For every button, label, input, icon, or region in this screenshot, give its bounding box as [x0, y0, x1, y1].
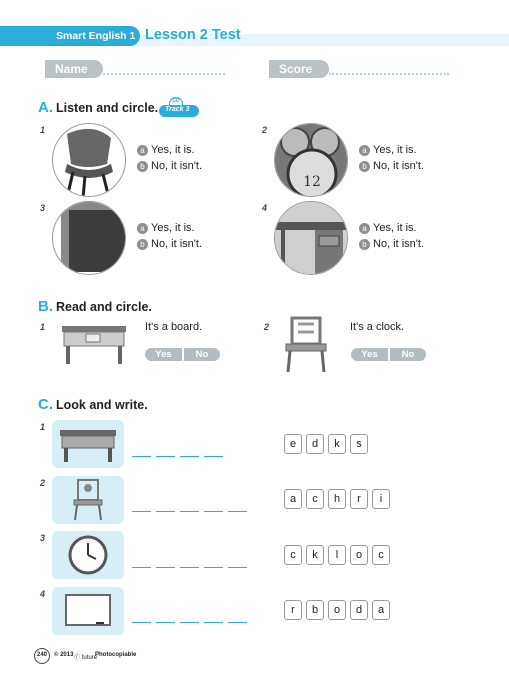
a-item-1-number: 1	[40, 125, 46, 135]
name-label: Name	[45, 60, 103, 78]
letter-tile: r	[284, 600, 302, 620]
section-b-heading	[38, 298, 152, 315]
option-text: Yes, it is.	[373, 222, 417, 234]
c-item-2-number: 2	[40, 478, 46, 488]
letter-tile: l	[328, 545, 346, 565]
whiteboard-icon	[52, 587, 124, 635]
b-item-2-number: 2	[264, 322, 270, 332]
c-item-3-letters	[284, 545, 394, 565]
a-item-1-option-b[interactable]	[137, 160, 202, 172]
option-text: No, it isn't.	[373, 160, 425, 172]
option-b-icon: b	[359, 239, 370, 250]
cd-icon: CD	[169, 97, 183, 107]
svg-text:12: 12	[303, 174, 321, 190]
option-text: Yes, it is.	[151, 222, 195, 234]
letter-tile: d	[350, 600, 368, 620]
option-text: No, it isn't.	[151, 238, 203, 250]
section-a-heading	[38, 99, 158, 116]
cd-track-label: Track	[165, 106, 184, 113]
a-item-4-option-b[interactable]	[359, 238, 424, 250]
series-title: Smart English 1	[56, 30, 136, 42]
alarm-clock-icon	[274, 123, 348, 197]
clock-icon	[52, 531, 124, 579]
section-b-title: Read and circle.	[56, 300, 152, 314]
option-a-icon: a	[359, 223, 370, 234]
c-item-1-answer-field[interactable]	[132, 456, 226, 457]
desk-icon	[274, 201, 348, 275]
option-b-icon: b	[137, 161, 148, 172]
letter-tile: a	[284, 489, 302, 509]
c-item-3-number: 3	[40, 533, 46, 543]
b-item-1-sentence: It's a board.	[145, 321, 203, 333]
chair-icon	[52, 476, 124, 524]
option-text: No, it isn't.	[151, 160, 203, 172]
a-item-2-number: 2	[262, 125, 268, 135]
c-item-4-letters	[284, 600, 394, 620]
chair-icon	[278, 316, 334, 372]
a-item-2-option-b[interactable]	[359, 160, 424, 172]
section-b-letter: B.	[38, 298, 53, 315]
option-b-icon: b	[359, 161, 370, 172]
section-c-title: Look and write.	[56, 398, 148, 412]
a-item-3-option-b[interactable]	[137, 238, 202, 250]
b-item-1-number: 1	[40, 322, 46, 332]
c-item-2-letters	[284, 489, 394, 509]
section-c-heading	[38, 396, 148, 413]
name-field[interactable]	[103, 73, 225, 75]
letter-tile: c	[284, 545, 302, 565]
a-item-3-number: 3	[40, 203, 46, 213]
letter-tile: c	[372, 545, 390, 565]
option-a-icon: a	[359, 145, 370, 156]
b-item-2-no-button[interactable]: No	[390, 348, 426, 361]
b-item-1-yes-button[interactable]: Yes	[145, 348, 182, 361]
b-item-2-yes-button[interactable]: Yes	[351, 348, 388, 361]
chair-icon	[52, 123, 126, 197]
score-field[interactable]	[329, 73, 449, 75]
publisher-logo: ⓕ future	[74, 655, 98, 661]
b-item-1-no-button[interactable]: No	[184, 348, 220, 361]
c-item-4-answer-field[interactable]	[132, 622, 250, 623]
a-item-4-option-a[interactable]	[359, 222, 417, 234]
c-item-1-letters	[284, 434, 372, 454]
a-item-2-option-a[interactable]	[359, 144, 417, 156]
b-item-2-sentence: It's a clock.	[350, 321, 405, 333]
letter-tile: k	[306, 545, 324, 565]
c-item-4-number: 4	[40, 589, 46, 599]
letter-tile: a	[372, 600, 390, 620]
cd-track-number: 3	[185, 106, 190, 113]
letter-tile: d	[306, 434, 324, 454]
page-number: 240	[34, 648, 50, 664]
a-item-1-option-a[interactable]	[137, 144, 195, 156]
letter-tile: s	[350, 434, 368, 454]
option-b-icon: b	[137, 239, 148, 250]
cd-track-badge	[159, 97, 199, 119]
option-a-icon: a	[137, 145, 148, 156]
option-text: Yes, it is.	[373, 144, 417, 156]
letter-tile: h	[328, 489, 346, 509]
board-icon	[52, 201, 126, 275]
letter-tile: e	[284, 434, 302, 454]
option-text: No, it isn't.	[373, 238, 425, 250]
photocopiable-note: Photocopiable	[95, 652, 137, 658]
letter-tile: c	[306, 489, 324, 509]
a-item-3-option-a[interactable]	[137, 222, 195, 234]
option-a-icon: a	[137, 223, 148, 234]
c-item-1-number: 1	[40, 422, 46, 432]
section-c-letter: C.	[38, 396, 53, 413]
desk-icon	[52, 420, 124, 468]
c-item-2-answer-field[interactable]	[132, 511, 250, 512]
c-item-3-answer-field[interactable]	[132, 567, 250, 568]
letter-tile: o	[350, 545, 368, 565]
desk-icon	[58, 320, 130, 368]
a-item-4-number: 4	[262, 203, 268, 213]
letter-tile: i	[372, 489, 390, 509]
section-a-title: Listen and circle.	[56, 101, 159, 115]
letter-tile: k	[328, 434, 346, 454]
page-title: Lesson 2 Test	[145, 27, 241, 43]
letter-tile: b	[306, 600, 324, 620]
option-text: Yes, it is.	[151, 144, 195, 156]
copyright: © 2013	[54, 652, 74, 658]
letter-tile: o	[328, 600, 346, 620]
section-a-letter: A.	[38, 99, 53, 116]
letter-tile: r	[350, 489, 368, 509]
score-label: Score	[269, 60, 329, 78]
